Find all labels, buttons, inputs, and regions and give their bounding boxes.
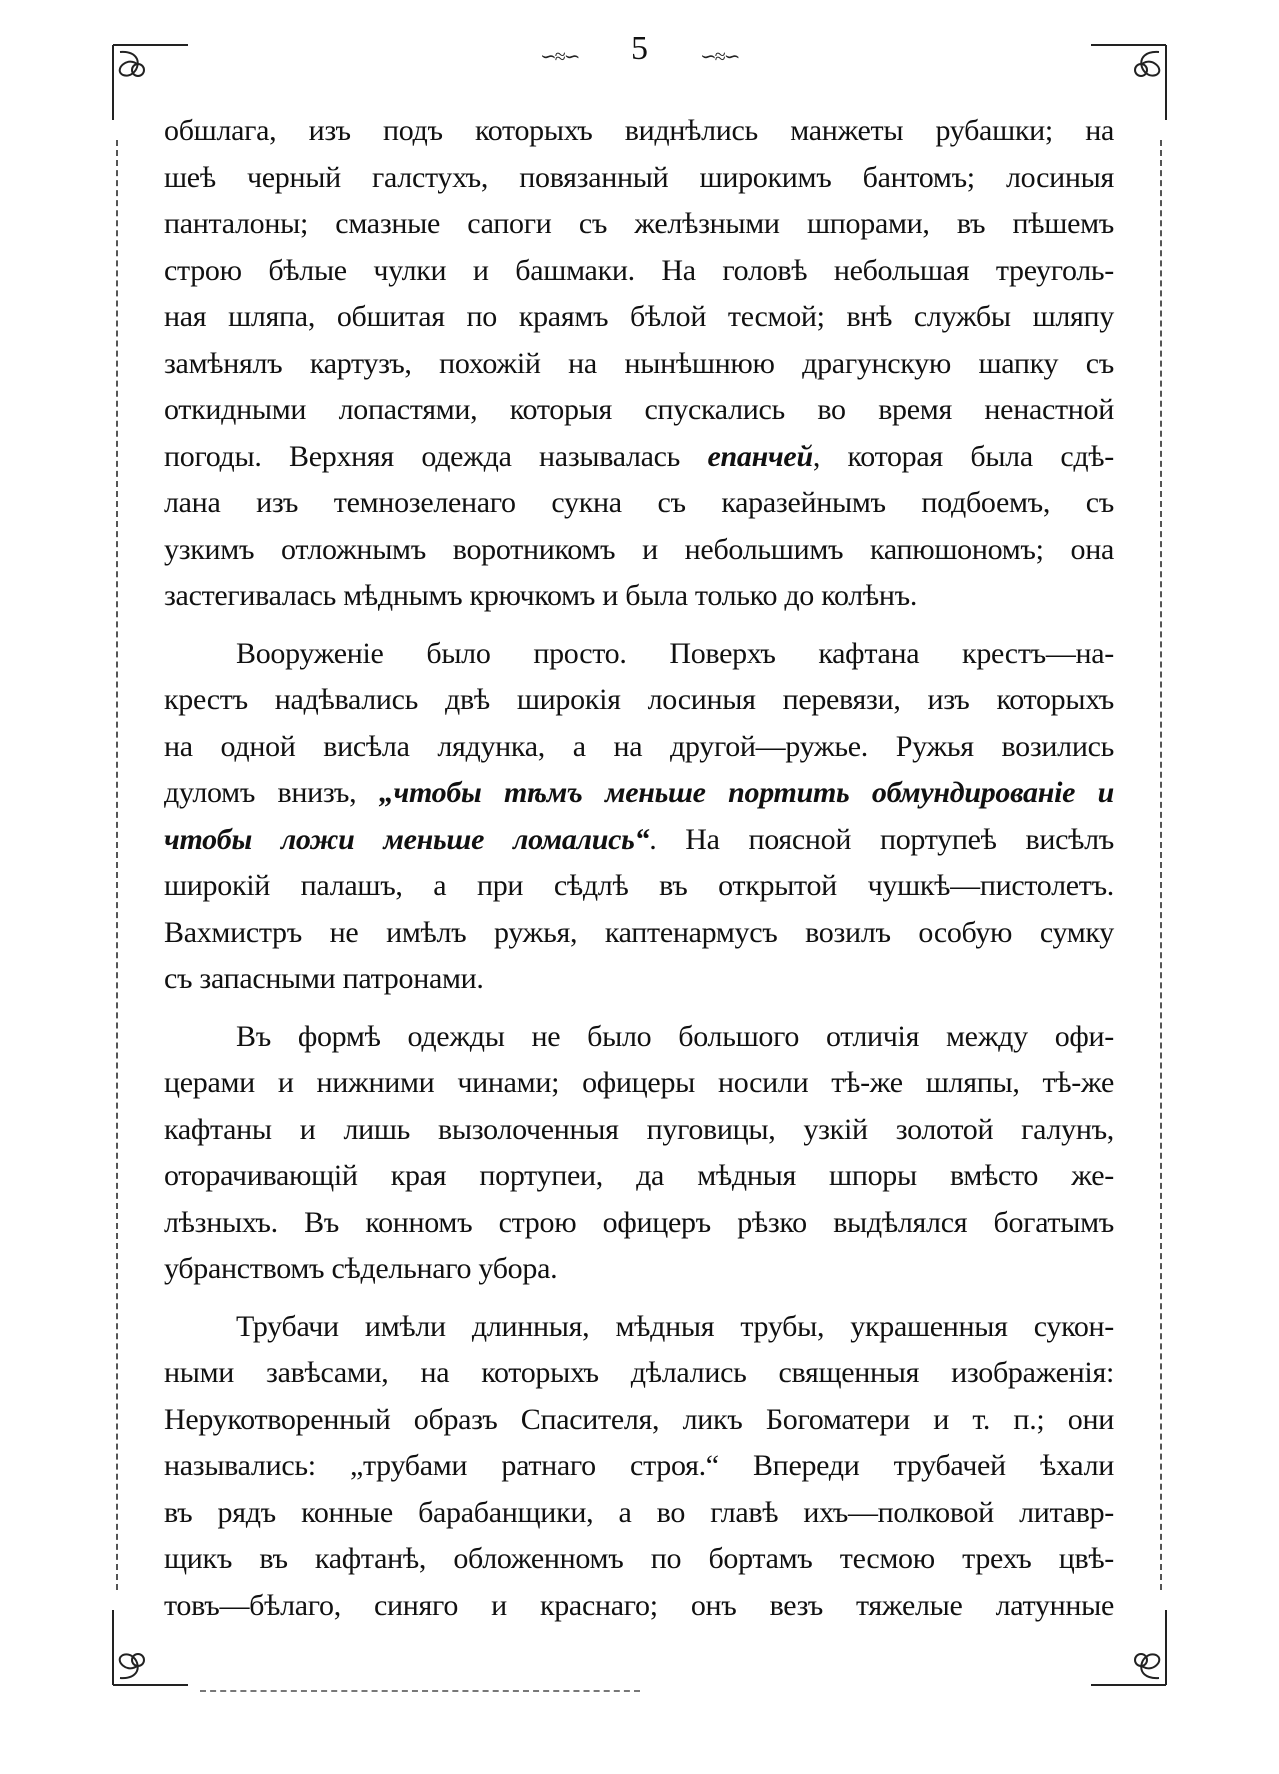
text-line: кафтаны и лишь вызолоченныя пуговицы, узкій золотой галунъ,: [164, 1112, 1114, 1146]
text-line: церами и нижними чинами; офицеры носили тѣ-же шляпы, тѣ-же: [164, 1066, 1114, 1099]
text-line: Трубачи имѣли длинныя, мѣдныя трубы, украшенныя сукон-: [236, 1309, 1114, 1343]
text-line: Въ формѣ одежды не было большого отличія между офи-: [236, 1019, 1114, 1053]
text-line: откидными лопастями, которыя спускались во время ненастной: [164, 393, 1114, 426]
text-line: дуломъ внизъ, „чтобы тѣмъ меньше портить обмундированіе и: [164, 776, 1114, 809]
body-text: [164, 108, 1114, 1640]
text-line: убранствомъ сѣдельнаго убора.: [164, 1252, 558, 1285]
text-line: ная шляпа, обшитая по краямъ бѣлой тесмой; внѣ службы шляпу: [164, 300, 1114, 333]
left-border-rule: [116, 140, 118, 1590]
text-line: назывались: „трубами ратнаго строя.“ Впереди трубачей ѣхали: [164, 1449, 1114, 1482]
paragraph: [164, 1304, 1114, 1630]
text-line: Нерукотворенный образъ Спасителя, ликъ Богоматери и т. п.; они: [164, 1402, 1114, 1436]
text-line: чтобы ложи меньше ломались“. На поясной портупеѣ висѣлъ: [164, 822, 1114, 856]
bottom-border-rule: [200, 1690, 640, 1692]
text-line: крестъ надѣвались двѣ широкія лосиныя перевязи, изъ которыхъ: [164, 683, 1114, 716]
paragraph: [164, 631, 1114, 1003]
flourish-right-icon: ∽≈∽: [700, 46, 739, 68]
text-line: оторачивающій края портупеи, да мѣдныя шпоры вмѣсто же-: [164, 1159, 1114, 1192]
text-line: широкій палашъ, а при сѣдлѣ въ открытой чушкѣ—пистолетъ.: [164, 869, 1114, 902]
right-border-rule: [1160, 140, 1162, 1590]
text-line: на одной висѣла лядунка, а на другой—ружье. Ружья возились: [164, 729, 1114, 763]
text-line: лѣзныхъ. Въ конномъ строю офицеръ рѣзко выдѣлялся богатымъ: [164, 1205, 1114, 1239]
text-line: застегивалась мѣднымъ крючкомъ и была только до колѣнъ.: [164, 579, 918, 612]
text-line: погоды. Верхняя одежда называлась епанчей, которая была сдѣ-: [164, 439, 1114, 473]
text-line: панталоны; смазные сапоги съ желѣзными шпорами, въ пѣшемъ: [164, 207, 1114, 240]
text-line: строю бѣлые чулки и башмаки. На головѣ небольшая треуголь-: [164, 253, 1114, 287]
text-line: шеѣ черный галстухъ, повязанный широкимъ бантомъ; лосиныя: [164, 160, 1114, 194]
text-line: Вахмистръ не имѣлъ ружья, каптенармусъ возилъ особую сумку: [164, 915, 1114, 949]
text-line: обшлага, изъ подъ которыхъ виднѣлись манжеты рубашки; на: [164, 114, 1114, 147]
text-line: товъ—бѣлаго, синяго и краснаго; онъ везъ тяжелые латунные: [164, 1588, 1114, 1622]
text-line: съ запасными патронами.: [164, 962, 484, 995]
text-line: въ рядъ конные барабанщики, а во главѣ ихъ—полковой литавр-: [164, 1495, 1114, 1529]
paragraph: [164, 108, 1114, 620]
text-line: лана изъ темнозеленаго сукна съ каразейнымъ подбоемъ, съ: [164, 486, 1114, 519]
text-line: узкимъ отложнымъ воротникомъ и небольшимъ капюшономъ; она: [164, 532, 1114, 566]
text-line: ными завѣсами, на которыхъ дѣлались священныя изображенія:: [164, 1356, 1114, 1389]
text-line: щикъ въ кафтанѣ, обложенномъ по бортамъ тесмою трехъ цвѣ-: [164, 1542, 1114, 1575]
paragraph: [164, 1014, 1114, 1293]
text-line: Вооруженіе было просто. Поверхъ кафтана крестъ—на-: [236, 636, 1114, 670]
text-line: замѣнялъ картузъ, похожій на нынѣшнюю драгунскую шапку съ: [164, 346, 1114, 380]
page-number: 5: [631, 30, 648, 67]
flourish-left-icon: ∽≈∽: [540, 46, 579, 68]
